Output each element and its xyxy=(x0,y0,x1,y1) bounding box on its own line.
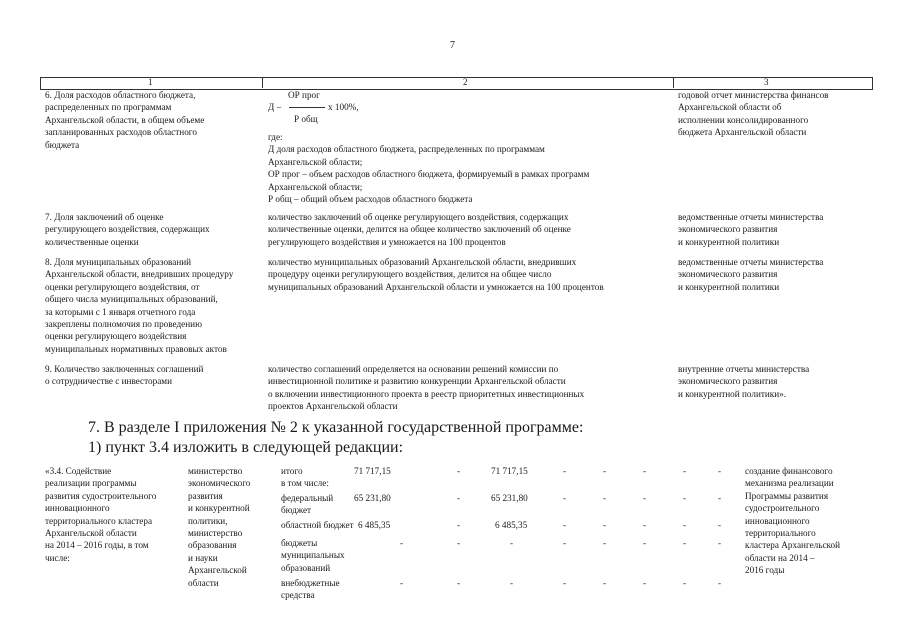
indicator-name: 9. Количество заключенных соглашений о сотрудничестве с инвесторами xyxy=(45,364,204,387)
section-heading: 7. В разделе I приложения № 2 к указанной государственной программе: xyxy=(88,419,584,436)
funding-total: - xyxy=(400,578,404,588)
funding-value: - xyxy=(510,578,514,588)
indicator-name: 8. Доля муниципальных образований Архангельской области, внедривших процедуру оценки регулирующего воздействия, от общего числа муниципальных образований, за которыми с 1 января отчетного года закреплены полномочия по проведению оценки регулирующего воздействия муниципальных нормативных правовых актов xyxy=(45,257,234,354)
funding-value: - xyxy=(718,493,722,503)
funding-value: - xyxy=(643,520,647,530)
funding-value: - xyxy=(683,466,687,476)
subsection-heading: 1) пункт 3.4 изложить в следующей редакции: xyxy=(88,439,404,456)
formula-numerator: ОР прог xyxy=(288,90,320,100)
funding-source-label: федеральный бюджет xyxy=(281,493,334,516)
funding-value: 71 717,15 xyxy=(491,466,528,476)
funding-total: 65 231,80 xyxy=(354,493,391,503)
funding-value: - xyxy=(563,466,567,476)
funding-value: 65 231,80 xyxy=(491,493,528,503)
indicator-name: 6. Доля расходов областного бюджета, распределенных по программам Архангельской области, в общем объеме запланированных расходов областного бюджета xyxy=(45,90,205,150)
funding-source-label: бюджеты муниципальных образований xyxy=(281,538,345,573)
formula-denominator: Р общ xyxy=(294,114,318,124)
indicator-name: 7. Доля заключений об оценке регулирующего воздействия, содержащих количественные оценки xyxy=(45,212,210,247)
funding-value: - xyxy=(718,466,722,476)
header-col-2: 2 xyxy=(463,77,468,87)
funding-value: - xyxy=(510,538,514,548)
funding-total: - xyxy=(400,538,404,548)
calculation-method: количество заключений об оценке регулирующего воздействия, содержащих количественные оценки, делится на общее количество заключений об оценке регулирующего воздействия и умножается на 100 процентов xyxy=(268,212,571,247)
fraction-bar xyxy=(289,107,325,108)
funding-value: - xyxy=(718,520,722,530)
funding-source-label: областной бюджет xyxy=(281,520,354,530)
funding-total: 6 485,35 xyxy=(358,520,391,530)
data-source: ведомственные отчеты министерства экономического развития и конкурентной политики xyxy=(678,257,824,292)
funding-value: - xyxy=(457,578,461,588)
funding-value: - xyxy=(718,578,722,588)
activity-name: «3.4. Содействие реализации программы развития судостроительного инновационного территориального кластера Архангельской области на 2014 – 2016 годы, в том числе: xyxy=(45,466,157,563)
header-col-1: 1 xyxy=(148,77,153,87)
funding-value: - xyxy=(683,578,687,588)
funding-value: - xyxy=(563,493,567,503)
header-divider xyxy=(673,77,674,88)
formula-symbol: Д – xyxy=(268,102,282,112)
expected-result: создание финансового механизма реализации Программы развития судостроительного инновационного территориального кластера Архангельской области на 2014 – 2016 годы xyxy=(745,466,841,576)
funding-source-label: итого в том числе: xyxy=(281,466,329,489)
header-col-3: 3 xyxy=(764,77,769,87)
funding-value: - xyxy=(563,538,567,548)
data-source: годовой отчет министерства финансов Архангельской области об исполнении консолидированного бюджета Архангельской области xyxy=(678,90,829,138)
funding-value: - xyxy=(603,578,607,588)
funding-value: 6 485,35 xyxy=(495,520,528,530)
funding-value: - xyxy=(563,578,567,588)
funding-value: - xyxy=(643,538,647,548)
funding-value: - xyxy=(457,466,461,476)
funding-value: - xyxy=(603,466,607,476)
funding-value: - xyxy=(457,493,461,503)
data-source: внутренние отчеты министерства экономического развития и конкурентной политики». xyxy=(678,364,810,399)
funding-total: 71 717,15 xyxy=(354,466,391,476)
funding-value: - xyxy=(457,538,461,548)
funding-value: - xyxy=(718,538,722,548)
funding-value: - xyxy=(643,493,647,503)
funding-value: - xyxy=(563,520,567,530)
calculation-method: количество муниципальных образований Архангельской области, внедривших процедуру оценки регулирующего воздействия, делится на общее число муниципальных образований Архангельской области и умножается на 100 процентов xyxy=(268,257,604,292)
funding-value: - xyxy=(457,520,461,530)
funding-value: - xyxy=(683,493,687,503)
funding-value: - xyxy=(603,520,607,530)
funding-value: - xyxy=(683,520,687,530)
calculation-method: количество соглашений определяется на основании решений комиссии по инвестиционной политике и развитию конкуренции Архангельской области о включении инвестиционного проекта в реестр приоритетных инвестиционных проектов Архангельской области xyxy=(268,364,585,412)
page-number: 7 xyxy=(450,40,455,51)
responsible-executor: министерство экономического развития и конкурентной политики, министерство образования и науки Архангельской области xyxy=(188,466,251,588)
formula-multiplier: x 100%, xyxy=(328,102,359,112)
funding-source-label: внебюджетные средства xyxy=(281,578,340,601)
funding-value: - xyxy=(603,493,607,503)
funding-value: - xyxy=(603,538,607,548)
funding-value: - xyxy=(683,538,687,548)
calculation-method: где: Д доля расходов областного бюджета, распределенных по программам Архангельской области; ОР прог – объем расходов областного бюджета, формируемый в рамках программ Архангельской области; Р общ – общий объем расходов областного бюджета xyxy=(268,132,590,205)
funding-value: - xyxy=(643,578,647,588)
data-source: ведомственные отчеты министерства экономического развития и конкурентной политики xyxy=(678,212,824,247)
funding-value: - xyxy=(643,466,647,476)
header-divider xyxy=(262,77,263,88)
